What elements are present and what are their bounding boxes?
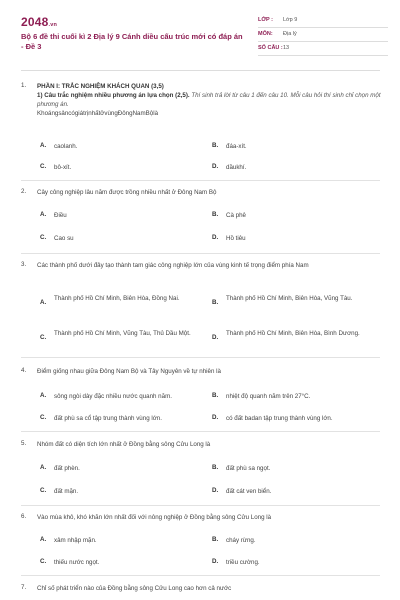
header-divider — [21, 70, 380, 71]
option-letter: A. — [40, 211, 47, 218]
option-letter: A. — [40, 299, 47, 306]
question-divider — [21, 180, 380, 181]
meta-row-subject — [258, 28, 388, 42]
question-text: Chỉ số phát triển nào của Đồng bằng sông Cửu Long cao hơn cả nước — [37, 585, 232, 592]
option-text: bô-xít. — [54, 164, 72, 171]
logo-domain: .vn — [48, 22, 58, 28]
document-title: Bộ 6 đề thi cuối kì 2 Địa lý 9 Cánh diều cấu trúc mới có đáp án - Đề 3 — [21, 32, 243, 51]
option-text: đất phèn. — [54, 465, 80, 472]
question-number: 3. — [21, 261, 27, 268]
option-letter: A. — [40, 392, 47, 399]
option-text: Thành phố Hồ Chí Minh, Biên Hòa, Đồng Nai. — [54, 295, 180, 302]
option-text: dầukhí. — [226, 164, 247, 171]
option-text: đất phù sa cổ tập trung thành vùng lớn. — [54, 415, 162, 422]
site-logo[interactable] — [21, 15, 57, 29]
instructions-bold: 1) Câu trắc nghiệm nhiều phương án lựa chọn (2,5). — [37, 92, 190, 99]
option-text: Thành phố Hồ Chí Minh, Vũng Tàu, Thủ Dầu Một. — [54, 330, 191, 337]
option-text: Cà phê — [226, 212, 246, 219]
option-letter: D. — [212, 234, 219, 241]
option-text: xâm nhập mặn. — [54, 537, 97, 544]
meta-key: MÔN: — [258, 31, 273, 37]
page-header — [0, 0, 400, 68]
option-letter: D. — [212, 334, 219, 341]
section-instructions — [37, 91, 382, 109]
option-letter: B. — [212, 211, 219, 218]
logo-number: 2048 — [21, 15, 49, 29]
question-text: Cây công nghiệp lâu năm được trồng nhiều nhất ở Đông Nam Bộ — [37, 189, 217, 196]
option-text: caolanh. — [54, 143, 78, 150]
option-text: Thành phố Hồ Chí Minh, Biên Hòa, Vũng Tàu. — [226, 295, 353, 302]
question-number: 2. — [21, 188, 27, 195]
question-number: 5. — [21, 440, 27, 447]
option-text: triều cường. — [226, 559, 260, 566]
question-divider — [21, 357, 380, 358]
option-text: nhiệt độ quanh năm trên 27°C. — [226, 393, 311, 400]
option-text: Thành phố Hồ Chí Minh, Biên Hòa, Bình Dương. — [226, 330, 360, 337]
question-number: 4. — [21, 367, 27, 374]
meta-key: LỚP : — [258, 17, 273, 23]
option-text: cháy rừng. — [226, 537, 256, 544]
question-number: 6. — [21, 513, 27, 520]
option-text: Hồ tiêu — [226, 235, 246, 242]
option-text: thiếu nước ngọt. — [54, 559, 100, 566]
option-letter: A. — [40, 536, 47, 543]
option-text: đất cát ven biển. — [226, 488, 272, 495]
section-title: PHẦN I: TRẮC NGHIỆM KHÁCH QUAN (3,5) — [37, 83, 164, 90]
option-letter: D. — [212, 414, 219, 421]
option-text: đất phù sa ngọt. — [226, 465, 271, 472]
question-divider — [21, 253, 380, 254]
meta-row-class — [258, 14, 388, 28]
option-letter: C. — [40, 163, 47, 170]
option-letter: B. — [212, 464, 219, 471]
meta-row-count — [258, 42, 388, 56]
option-letter: B. — [212, 142, 219, 149]
question-divider — [21, 505, 380, 506]
option-letter: D. — [212, 487, 219, 494]
meta-value: 13 — [283, 45, 290, 51]
option-letter: D. — [212, 558, 219, 565]
option-letter: C. — [40, 414, 47, 421]
meta-value: Lớp 9 — [283, 17, 298, 23]
question-number: 7. — [21, 584, 27, 591]
question-text: KhoángsảncógiátrịnhấtởvùngĐôngNamBộlà — [37, 110, 159, 117]
option-letter: A. — [40, 142, 47, 149]
question-text: Nhóm đất có diện tích lớn nhất ở Đồng bằng sông Cửu Long là — [37, 441, 211, 448]
question-body — [37, 82, 382, 118]
meta-value: Địa lý — [283, 31, 297, 37]
question-text: Điểm giống nhau giữa Đông Nam Bộ và Tây Nguyên về tự nhiên là — [37, 368, 221, 375]
question-number: 1. — [21, 82, 27, 89]
meta-key: SỐ CÂU : — [258, 45, 283, 51]
option-letter: A. — [40, 464, 47, 471]
question-divider — [21, 431, 380, 432]
option-text: có đất badan tập trung thành vùng lớn. — [226, 415, 333, 422]
option-text: đất mặn. — [54, 488, 79, 495]
option-letter: B. — [212, 392, 219, 399]
option-letter: C. — [40, 558, 47, 565]
option-letter: C. — [40, 487, 47, 494]
question-divider — [21, 575, 380, 576]
option-letter: C. — [40, 334, 47, 341]
option-text: Cao su — [54, 235, 74, 242]
option-letter: D. — [212, 163, 219, 170]
option-letter: B. — [212, 299, 219, 306]
option-letter: C. — [40, 234, 47, 241]
document-meta — [258, 14, 388, 56]
question-text: Vào mùa khô, khó khăn lớn nhất đối với nông nghiệp ở Đồng bằng sông Cửu Long là — [37, 514, 272, 521]
option-letter: B. — [212, 536, 219, 543]
question-text: Các thành phố dưới đây tạo thành tam giác công nghiệp lớn của vùng kinh tế trọng điểm phía Nam — [37, 262, 309, 269]
option-text: sông ngòi dày đặc nhiều nước quanh năm. — [54, 393, 172, 400]
option-text: Điều — [54, 212, 67, 219]
option-text: đáa-xít. — [226, 143, 247, 150]
instructions-italic: Thí sinh trả lời từ câu 1 đến câu 10. Mỗi câu hỏi thí sinh chỉ chọn một phương án. — [37, 92, 381, 108]
